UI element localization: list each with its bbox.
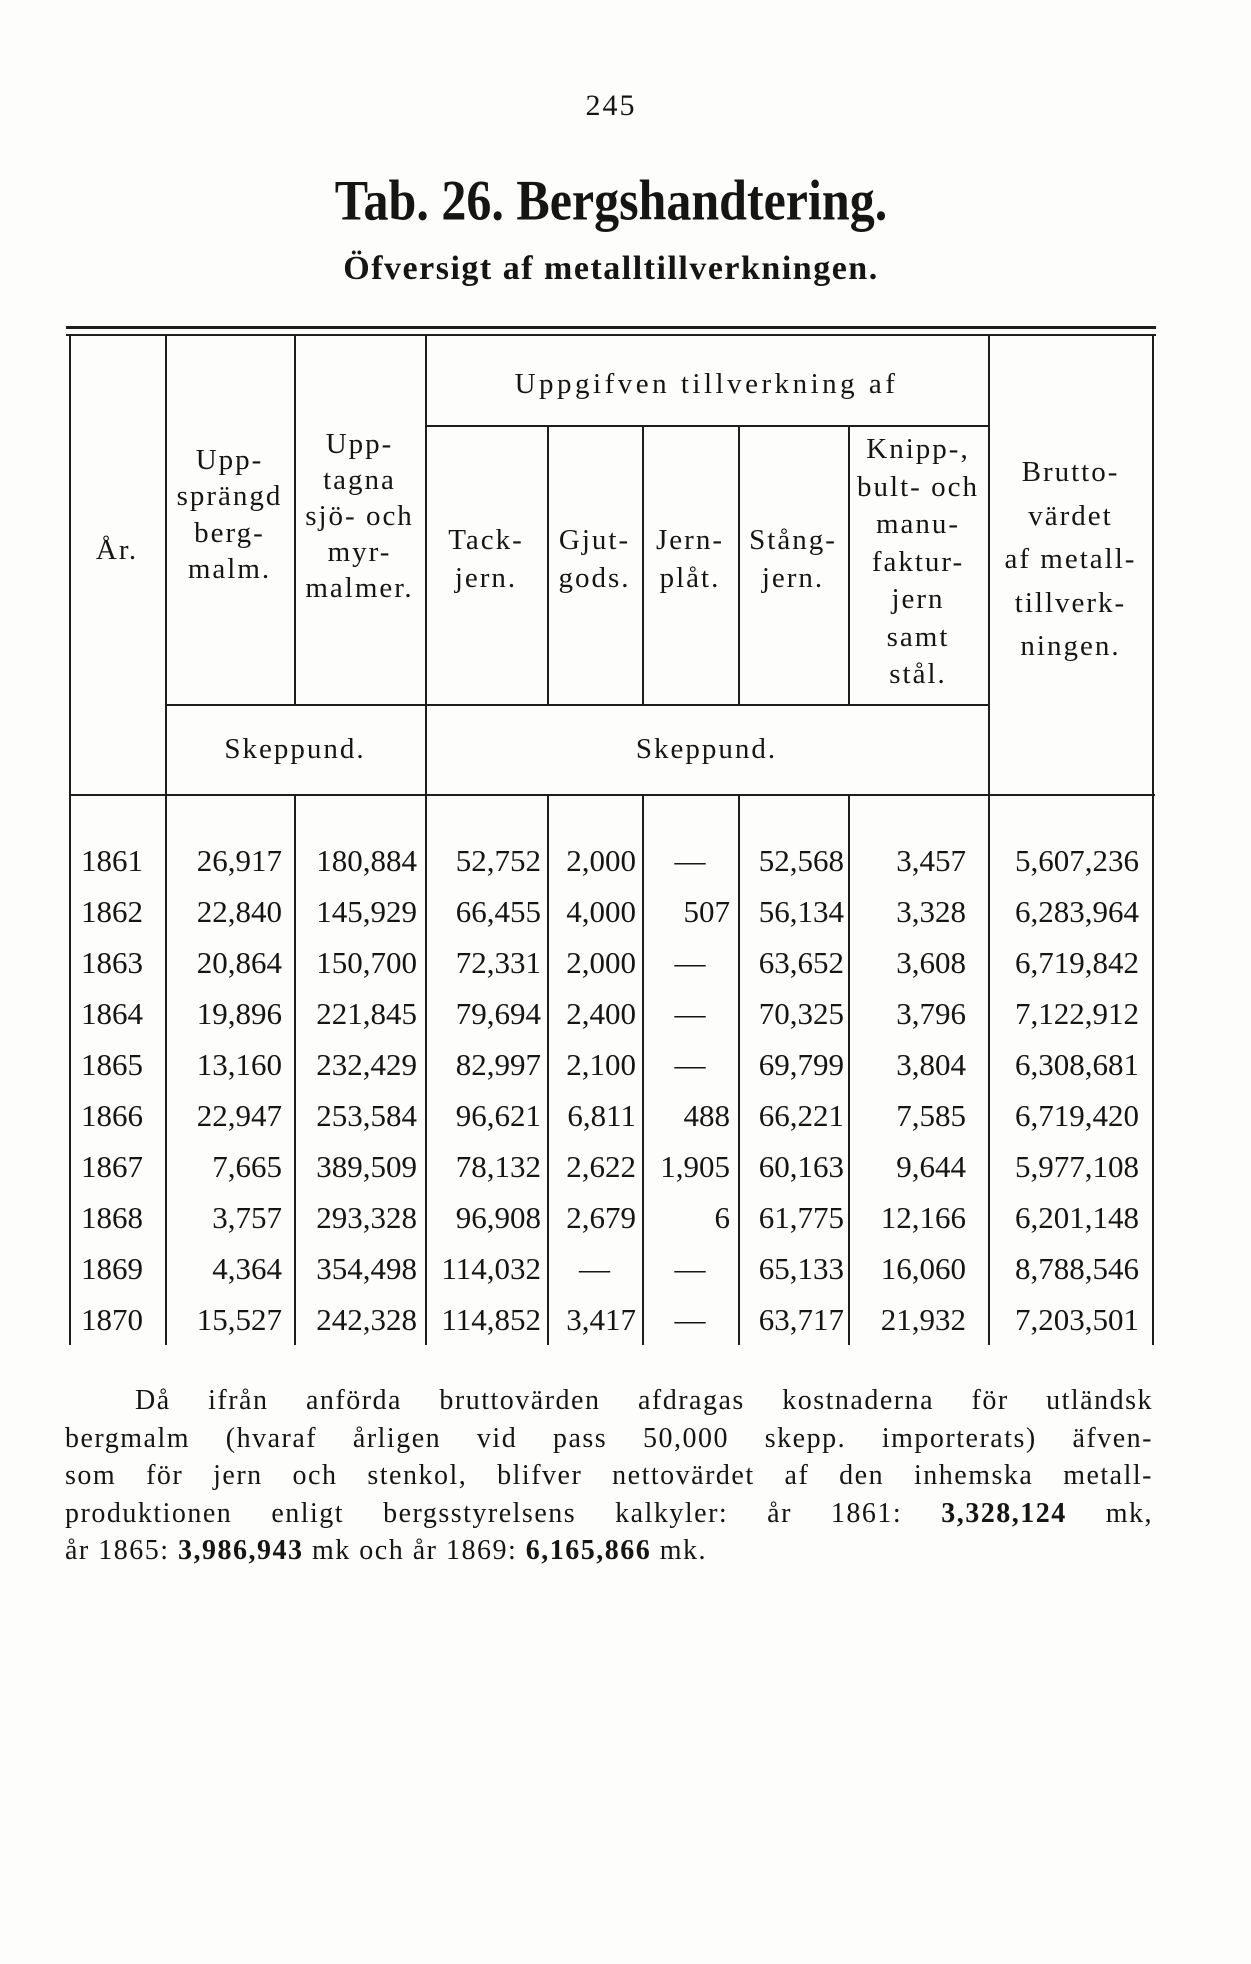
header-line: jern xyxy=(891,583,945,615)
header-knippjern-stal xyxy=(848,431,988,694)
cell-gjutgods: 2,100 xyxy=(566,1047,636,1082)
cell-stangjern: 56,134 xyxy=(758,894,844,929)
note-text: som för jern och stenkol, blifver nettovärdet af den inhemska metall- xyxy=(65,1460,1153,1491)
note-text: produktionen enligt bergsstyrelsens kalkyler: år 1861: xyxy=(65,1497,942,1529)
cell-uppsprangd-bergmalm: 15,527 xyxy=(196,1302,282,1337)
cell-gjutgods: 2,000 xyxy=(566,945,636,980)
cell-gjutgods: 2,400 xyxy=(566,996,636,1031)
cell-jernplat: 6 xyxy=(714,1200,730,1235)
cell-year: 1865 xyxy=(81,1047,143,1082)
cell-jernplat: — xyxy=(674,1302,706,1337)
header-line: tagna xyxy=(323,464,396,496)
header-line: bult- och xyxy=(857,470,979,503)
cell-uppsprangd-bergmalm: 22,947 xyxy=(196,1098,282,1133)
cell-knippjern-stal: 3,328 xyxy=(896,894,966,929)
cell-tackjern: 66,455 xyxy=(455,894,541,929)
cell-tackjern: 78,132 xyxy=(455,1149,541,1184)
header-line: af metall- xyxy=(1004,543,1137,575)
note-line xyxy=(65,1495,1153,1533)
cell-uppsprangd-bergmalm: 13,160 xyxy=(196,1047,282,1082)
cell-year: 1861 xyxy=(81,843,143,878)
cell-bruttovardet: 7,203,501 xyxy=(1015,1302,1139,1337)
cell-gjutgods: 2,679 xyxy=(566,1200,636,1235)
note-value: 3,328,124 xyxy=(941,1497,1067,1529)
table-row xyxy=(69,1192,1153,1243)
cell-bruttovardet: 7,122,912 xyxy=(1015,996,1139,1031)
page-number: 245 xyxy=(585,89,637,122)
cell-stangjern: 63,652 xyxy=(758,945,844,980)
cell-uppsprangd-bergmalm: 19,896 xyxy=(196,996,282,1031)
note-line xyxy=(65,1420,1153,1458)
cell-tackjern: 96,621 xyxy=(455,1098,541,1133)
cell-upptagna-malmer: 232,429 xyxy=(316,1047,417,1082)
cell-knippjern-stal: 9,644 xyxy=(896,1149,966,1184)
cell-jernplat: 1,905 xyxy=(660,1149,730,1184)
header-line: Tack- xyxy=(448,524,524,556)
note-text: Då ifrån anförda bruttovärden afdragas kostnaderna för utländsk xyxy=(135,1385,1153,1416)
header-line: jern. xyxy=(761,562,825,594)
cell-bruttovardet: 6,308,681 xyxy=(1015,1047,1139,1082)
note-value: 6,165,866 xyxy=(525,1535,652,1566)
header-line: ningen. xyxy=(1020,630,1121,662)
cell-gjutgods: 4,000 xyxy=(566,894,636,929)
cell-year: 1868 xyxy=(81,1200,143,1235)
note-text: bergmalm (hvaraf årligen vid pass 50,000 skepp. importerats) äfven- xyxy=(65,1422,1153,1454)
cell-uppsprangd-bergmalm: 22,840 xyxy=(196,894,282,929)
cell-year: 1867 xyxy=(81,1149,143,1184)
cell-uppsprangd-bergmalm: 3,757 xyxy=(212,1200,282,1235)
cell-tackjern: 114,852 xyxy=(441,1302,541,1337)
note-text: mk och år 1869: xyxy=(303,1535,526,1566)
cell-gjutgods: 2,000 xyxy=(566,843,636,878)
cell-knippjern-stal: 12,166 xyxy=(880,1200,966,1235)
cell-upptagna-malmer: 293,328 xyxy=(316,1200,417,1235)
cell-bruttovardet: 8,788,546 xyxy=(1015,1251,1139,1286)
cell-stangjern: 52,568 xyxy=(758,843,844,878)
cell-tackjern: 114,032 xyxy=(441,1251,541,1286)
header-line: värdet xyxy=(1028,499,1113,532)
header-line: berg- xyxy=(194,516,265,549)
table-row xyxy=(69,1090,1153,1141)
header-line: manu- xyxy=(875,508,961,540)
header-line: stål. xyxy=(889,658,947,690)
cell-stangjern: 65,133 xyxy=(758,1251,844,1286)
note-text: mk. xyxy=(651,1535,708,1566)
cell-jernplat: — xyxy=(674,843,706,878)
cell-tackjern: 52,752 xyxy=(455,843,541,878)
table-row xyxy=(69,988,1153,1039)
header-upptagna-malmer xyxy=(294,426,425,606)
header-line: gods. xyxy=(558,562,631,594)
table-subtitle: Öfversigt af metalltillverkningen. xyxy=(343,250,879,287)
table-row xyxy=(69,937,1153,988)
header-line: samt xyxy=(886,620,950,653)
note-value: 3,986,943 xyxy=(178,1535,304,1566)
cell-jernplat: — xyxy=(674,996,706,1031)
table-row xyxy=(69,1243,1153,1294)
header-line: plåt. xyxy=(659,562,721,594)
header-tackjern xyxy=(425,521,547,597)
cell-stangjern: 60,163 xyxy=(758,1149,844,1184)
cell-gjutgods: 2,622 xyxy=(566,1149,636,1184)
cell-knippjern-stal: 7,585 xyxy=(896,1098,966,1133)
note-line xyxy=(65,1532,1153,1570)
header-line: sjö- och xyxy=(305,500,414,532)
cell-jernplat: 488 xyxy=(683,1098,730,1133)
note-text: mk, xyxy=(1066,1497,1154,1529)
cell-knippjern-stal: 3,457 xyxy=(896,843,966,878)
note-line xyxy=(65,1457,1153,1495)
cell-upptagna-malmer: 145,929 xyxy=(316,894,417,929)
cell-year: 1869 xyxy=(81,1251,143,1286)
cell-tackjern: 79,694 xyxy=(455,996,541,1031)
header-bruttovardet xyxy=(988,451,1153,669)
cell-uppsprangd-bergmalm: 7,665 xyxy=(212,1149,282,1184)
cell-bruttovardet: 6,719,842 xyxy=(1015,945,1139,980)
cell-bruttovardet: 6,719,420 xyxy=(1015,1098,1139,1133)
header-gjutgods xyxy=(547,521,642,597)
cell-jernplat: — xyxy=(674,1047,706,1082)
cell-knippjern-stal: 21,932 xyxy=(880,1302,966,1337)
cell-knippjern-stal: 3,804 xyxy=(896,1047,966,1082)
cell-knippjern-stal: 3,608 xyxy=(896,945,966,980)
header-line: Upp- xyxy=(325,428,394,460)
header-uppsprangd-bergmalm xyxy=(165,442,294,587)
cell-gjutgods: 3,417 xyxy=(566,1302,636,1337)
cell-upptagna-malmer: 180,884 xyxy=(316,843,417,878)
cell-tackjern: 72,331 xyxy=(455,945,541,980)
table-row xyxy=(69,835,1153,886)
unit-row-rule xyxy=(165,704,990,706)
cell-gjutgods: — xyxy=(579,1251,610,1286)
table-row xyxy=(69,1141,1153,1192)
cell-year: 1870 xyxy=(81,1302,143,1337)
cell-upptagna-malmer: 253,584 xyxy=(316,1098,417,1133)
cell-tackjern: 82,997 xyxy=(455,1047,541,1082)
header-line: malmer. xyxy=(305,572,414,604)
note-line xyxy=(65,1382,1153,1420)
cell-stangjern: 61,775 xyxy=(758,1200,844,1235)
cell-bruttovardet: 5,607,236 xyxy=(1015,843,1139,878)
header-line: Knipp-, xyxy=(866,433,970,465)
header-line: Stång- xyxy=(749,524,837,556)
header-line: Upp- xyxy=(195,444,264,476)
cell-bruttovardet: 6,283,964 xyxy=(1015,894,1139,929)
header-jernplat xyxy=(642,521,738,597)
header-group-production: Uppgifven tillverkning af xyxy=(514,368,899,400)
table-row xyxy=(69,886,1153,937)
cell-year: 1862 xyxy=(81,894,143,929)
table-top-rule-thin xyxy=(66,334,1156,336)
group-header-rule xyxy=(425,425,990,427)
cell-upptagna-malmer: 150,700 xyxy=(316,945,417,980)
cell-jernplat: — xyxy=(674,945,706,980)
cell-upptagna-malmer: 242,328 xyxy=(316,1302,417,1337)
header-line: Brutto- xyxy=(1021,456,1120,488)
cell-year: 1863 xyxy=(81,945,143,980)
cell-jernplat: — xyxy=(674,1251,706,1286)
cell-upptagna-malmer: 389,509 xyxy=(316,1149,417,1184)
cell-jernplat: 507 xyxy=(683,894,730,929)
table-row xyxy=(69,1294,1153,1345)
table-top-rule-thick xyxy=(66,326,1156,329)
header-year: År. xyxy=(95,534,139,566)
note-paragraph xyxy=(65,1382,1153,1570)
table-title: Tab. 26. Bergshandtering. xyxy=(334,167,888,233)
header-line: tillverk- xyxy=(1014,586,1127,619)
cell-upptagna-malmer: 221,845 xyxy=(316,996,417,1031)
header-line: jern. xyxy=(454,562,518,594)
cell-uppsprangd-bergmalm: 4,364 xyxy=(212,1251,282,1286)
header-line: sprängd xyxy=(176,480,283,513)
cell-bruttovardet: 6,201,148 xyxy=(1015,1200,1139,1235)
header-stangjern xyxy=(738,521,848,597)
cell-bruttovardet: 5,977,108 xyxy=(1015,1149,1139,1184)
header-line: Gjut- xyxy=(558,524,631,556)
cell-year: 1866 xyxy=(81,1098,143,1133)
cell-stangjern: 63,717 xyxy=(758,1302,844,1337)
header-line: malm. xyxy=(187,552,272,585)
cell-uppsprangd-bergmalm: 26,917 xyxy=(196,843,282,878)
note-text: år 1865: xyxy=(65,1535,179,1566)
cell-stangjern: 70,325 xyxy=(758,996,844,1031)
cell-year: 1864 xyxy=(81,996,143,1031)
cell-gjutgods: 6,811 xyxy=(567,1098,636,1133)
header-line: Jern- xyxy=(656,524,724,556)
header-line: faktur- xyxy=(871,545,965,578)
table-body xyxy=(69,835,1153,1345)
header-bottom-rule xyxy=(69,794,1155,796)
cell-knippjern-stal: 16,060 xyxy=(880,1251,966,1286)
cell-knippjern-stal: 3,796 xyxy=(896,996,966,1031)
unit-label-ore: Skeppund. xyxy=(224,733,366,765)
cell-uppsprangd-bergmalm: 20,864 xyxy=(196,945,282,980)
cell-tackjern: 96,908 xyxy=(455,1200,541,1235)
table-row xyxy=(69,1039,1153,1090)
unit-label-production: Skeppund. xyxy=(635,733,778,765)
cell-stangjern: 66,221 xyxy=(758,1098,844,1133)
cell-stangjern: 69,799 xyxy=(758,1047,844,1082)
header-line: myr- xyxy=(327,536,392,568)
cell-upptagna-malmer: 354,498 xyxy=(316,1251,417,1286)
